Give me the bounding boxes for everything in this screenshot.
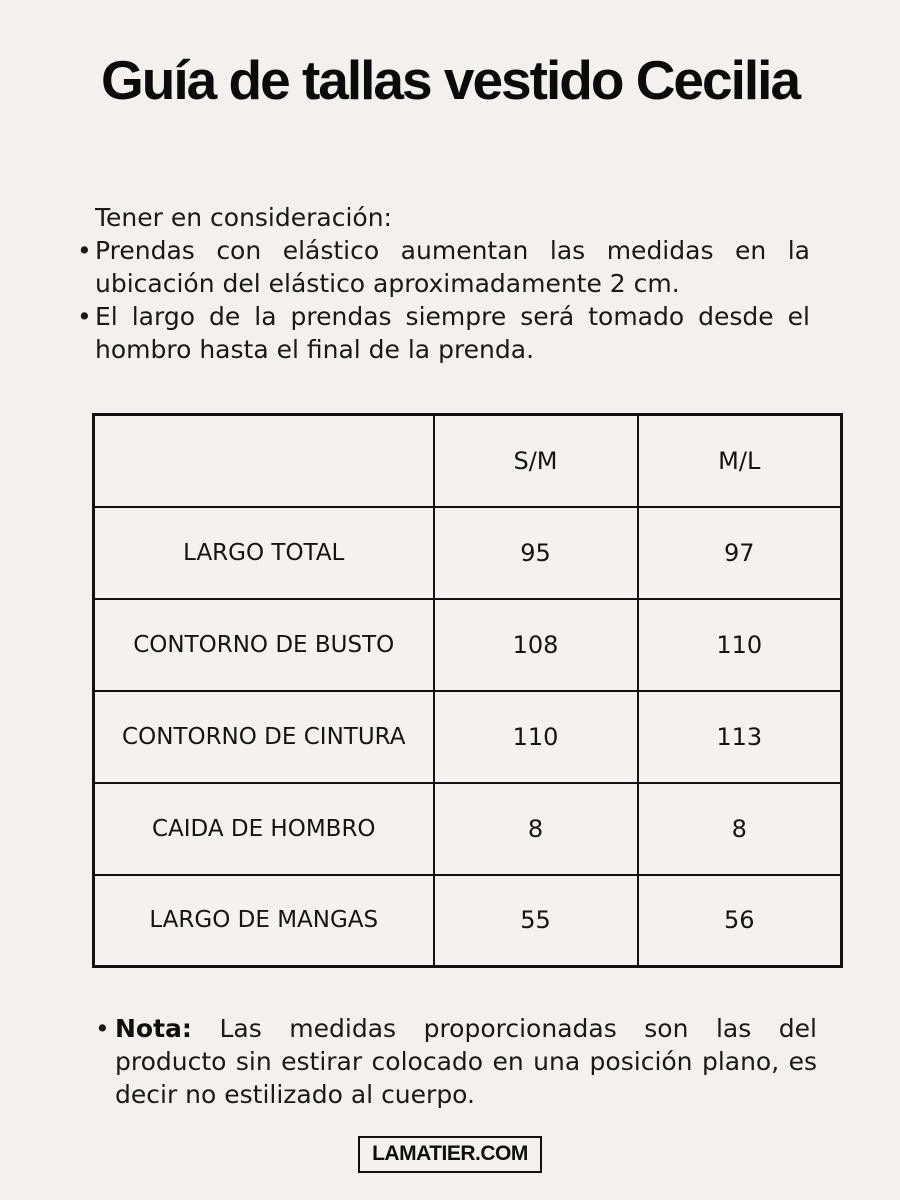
- size-column-header-sm: S/M: [434, 415, 638, 507]
- table-row: [94, 691, 842, 783]
- measurement-value-ml: 110: [638, 599, 842, 691]
- note-item: [95, 1012, 817, 1111]
- consideration-item: • Prendas con elástico aumentan las medidas en la ubicación del elástico aproximadamente 2 cm.: [77, 234, 810, 300]
- considerations-intro: Tener en consideración:: [95, 203, 392, 232]
- measurement-value-sm: 110: [434, 691, 638, 783]
- measurement-value-sm: 108: [434, 599, 638, 691]
- size-table-header-row: [94, 415, 842, 507]
- table-row: [94, 875, 842, 967]
- note-label: Nota:: [115, 1014, 192, 1043]
- footer: [0, 1136, 900, 1173]
- table-row: [94, 507, 842, 599]
- measurement-value-ml: 113: [638, 691, 842, 783]
- considerations-list: [77, 234, 810, 366]
- note-text: Las medidas proporcionadas son las del producto sin estirar colocado en una posición plano, es decir no estilizado al cuerpo.: [115, 1014, 817, 1109]
- measurement-value-ml: 97: [638, 507, 842, 599]
- note-list: [95, 1012, 817, 1111]
- size-table: [92, 413, 843, 968]
- measurement-value-sm: 55: [434, 875, 638, 967]
- measurement-label: CONTORNO DE CINTURA: [94, 691, 434, 783]
- size-column-header-ml: M/L: [638, 415, 842, 507]
- consideration-item: • El largo de la prendas siempre será tomado desde el hombro hasta el final de la prenda.: [77, 300, 810, 366]
- measurement-label: LARGO TOTAL: [94, 507, 434, 599]
- brand-label: LAMATIER.COM: [372, 1142, 528, 1165]
- measurement-label: CONTORNO DE BUSTO: [94, 599, 434, 691]
- note-section: [95, 1012, 817, 1111]
- table-row: [94, 599, 842, 691]
- measurement-value-ml: 56: [638, 875, 842, 967]
- measurement-value-ml: 8: [638, 783, 842, 875]
- size-table-corner-cell: [94, 415, 434, 507]
- considerations-section: [77, 201, 810, 366]
- measurement-value-sm: 8: [434, 783, 638, 875]
- brand-box: [358, 1136, 542, 1173]
- measurement-value-sm: 95: [434, 507, 638, 599]
- measurement-label: CAIDA DE HOMBRO: [94, 783, 434, 875]
- page-title: Guía de tallas vestido Cecilia: [100, 49, 800, 111]
- measurement-label: LARGO DE MANGAS: [94, 875, 434, 967]
- table-row: [94, 783, 842, 875]
